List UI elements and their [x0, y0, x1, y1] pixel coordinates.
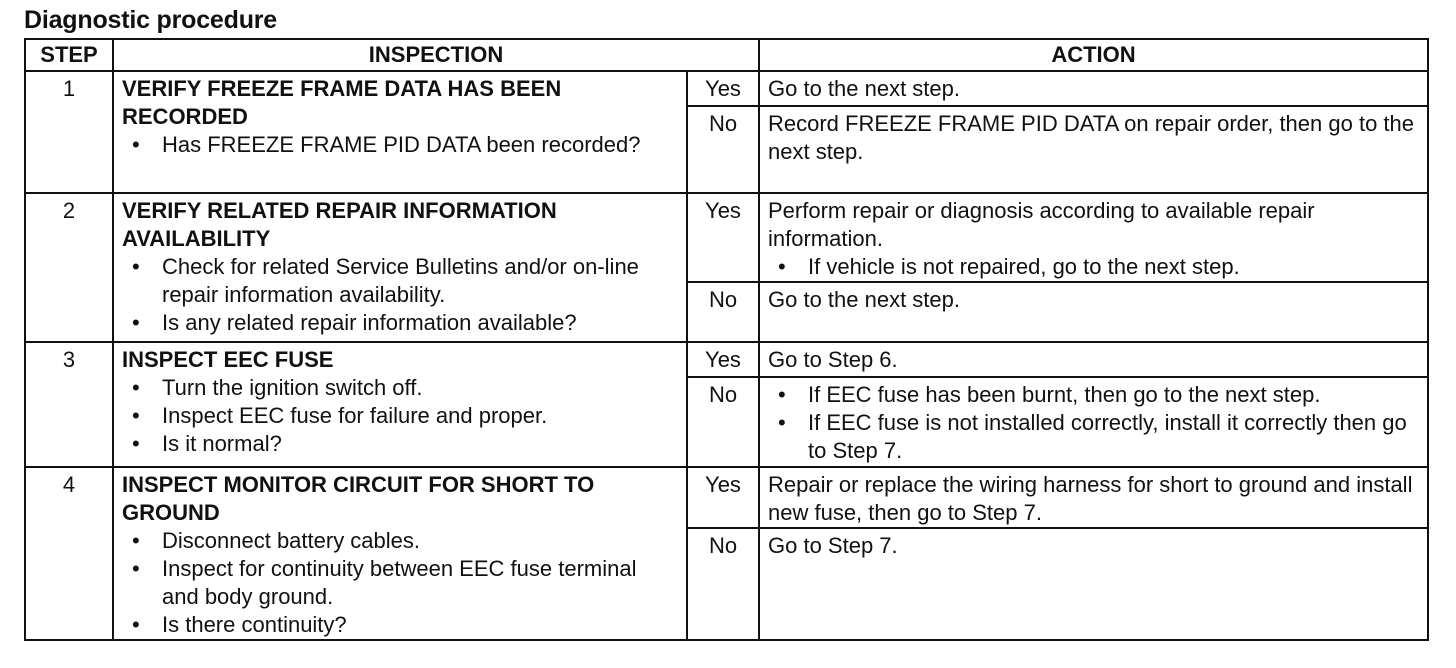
header-inspection: INSPECTION — [113, 39, 759, 71]
inspection-heading: VERIFY FREEZE FRAME DATA HAS BEEN RECORDED — [122, 76, 562, 129]
inspection-heading: INSPECT MONITOR CIRCUIT FOR SHORT TO GROUND — [122, 472, 595, 525]
inspection-list — [122, 131, 678, 159]
list-item: • Inspect for continuity between EEC fuse terminal and body ground. — [162, 555, 678, 611]
table-row — [25, 193, 1428, 282]
list-item: • Is any related repair information available? — [162, 309, 678, 337]
inspection-list — [122, 253, 678, 337]
no-action: Record FREEZE FRAME PID DATA on repair order, then go to the next step. — [759, 106, 1428, 193]
step-number: 3 — [25, 342, 113, 467]
yes-action: Go to Step 6. — [759, 342, 1428, 377]
inspection-cell — [113, 71, 687, 193]
no-label: No — [687, 528, 759, 640]
step-number: 1 — [25, 71, 113, 193]
header-step: STEP — [25, 39, 113, 71]
no-label: No — [687, 106, 759, 193]
yes-action: Go to the next step. — [759, 71, 1428, 106]
step-number: 2 — [25, 193, 113, 342]
no-action: Go to Step 7. — [759, 528, 1428, 640]
inspection-heading: VERIFY RELATED REPAIR INFORMATION AVAILABILITY — [122, 198, 557, 251]
inspection-cell — [113, 342, 687, 467]
yes-label: Yes — [687, 342, 759, 377]
list-item: • Has FREEZE FRAME PID DATA been recorded? — [162, 131, 678, 159]
step-number: 4 — [25, 467, 113, 640]
yes-action: Perform repair or diagnosis according to available repair information. • If vehicle is not repaired, go to the next step. — [759, 193, 1428, 282]
list-item: • Check for related Service Bulletins and/or on-line repair information availability. — [162, 253, 678, 309]
page-title: Diagnostic procedure — [24, 6, 277, 34]
table-row — [25, 71, 1428, 106]
diagnostic-table — [24, 38, 1429, 641]
table-row — [25, 467, 1428, 528]
yes-label: Yes — [687, 71, 759, 106]
inspection-cell — [113, 467, 687, 640]
list-item: • Is there continuity? — [162, 611, 678, 639]
action-list — [768, 253, 1419, 281]
list-item: • If vehicle is not repaired, go to the next step. — [808, 253, 1419, 281]
inspection-cell — [113, 193, 687, 342]
inspection-heading: INSPECT EEC FUSE — [122, 347, 334, 372]
list-item: • Turn the ignition switch off. — [162, 374, 678, 402]
yes-action: Repair or replace the wiring harness for short to ground and install new fuse, then go to Step 7. — [759, 467, 1428, 528]
inspection-list — [122, 374, 678, 458]
inspection-list — [122, 527, 678, 639]
yes-label: Yes — [687, 467, 759, 528]
no-label: No — [687, 377, 759, 467]
no-action — [759, 377, 1428, 467]
yes-label: Yes — [687, 193, 759, 282]
no-action: Go to the next step. — [759, 282, 1428, 342]
header-action: ACTION — [759, 39, 1428, 71]
list-item: • Is it normal? — [162, 430, 678, 458]
list-item: • Disconnect battery cables. — [162, 527, 678, 555]
list-item: • If EEC fuse is not installed correctly, install it correctly then go to Step 7. — [808, 409, 1419, 465]
header-row — [25, 39, 1428, 71]
table-row — [25, 342, 1428, 377]
no-label: No — [687, 282, 759, 342]
list-item: • Inspect EEC fuse for failure and proper. — [162, 402, 678, 430]
action-list — [768, 381, 1419, 465]
list-item: • If EEC fuse has been burnt, then go to the next step. — [808, 381, 1419, 409]
